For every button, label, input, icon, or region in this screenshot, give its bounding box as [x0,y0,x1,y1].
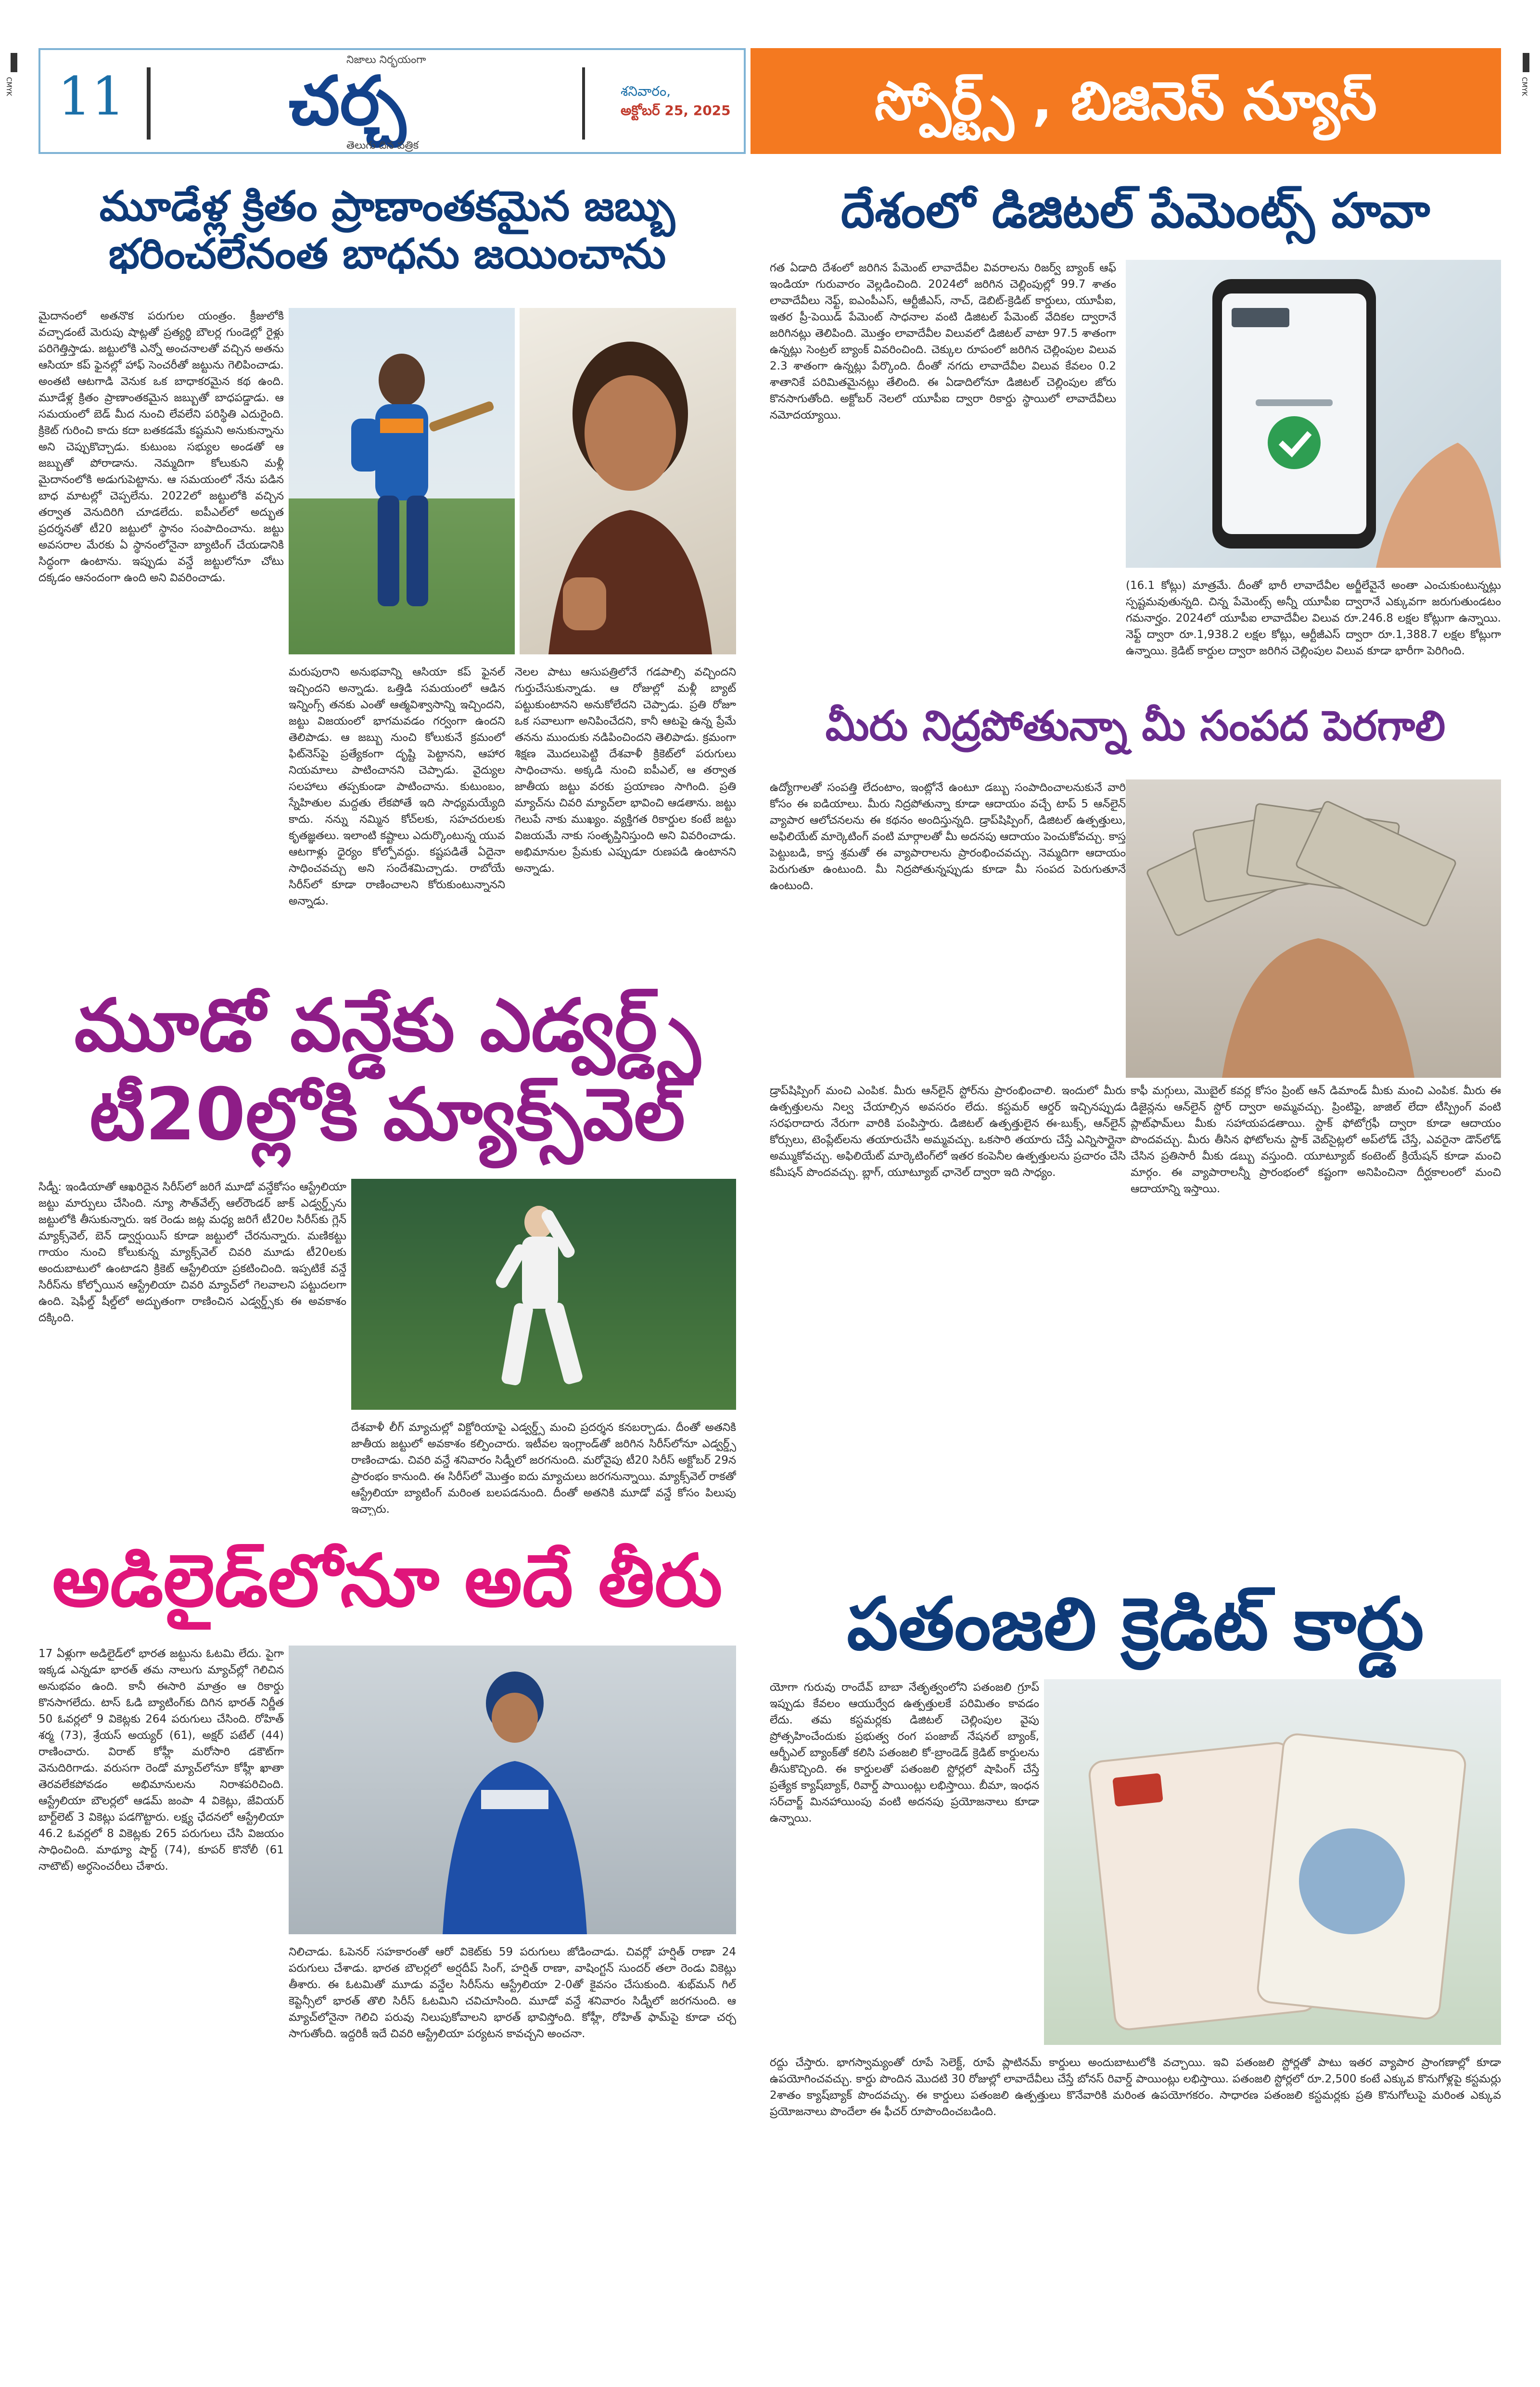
registration-mark-left [11,53,17,72]
masthead-date [621,82,731,120]
health-story-col1: మైదానంలో అతనొక పరుగుల యంత్రం. క్రీజులోకి వచ్చాడంటే మెరుపు షాట్లతో ప్రత్యర్థి బౌలర్ల గుండెల్లో రైళ్లు పరిగెత్తిస్తాడు. జట్టులోకి ఎన్నో అంచనాలతో వచ్చిన అతను ఆసియా కప్ ఫైనల్లో హాఫ్ సెంచరీతో జట్టును గెలిపించాడు. అంతటి ఆటగాడి వెనుక ఒక బాధాకరమైన కథ ఉంది. మూడేళ్ల క్రితం ప్రాణాంతకమైన జబ్బుతో బాధపడ్డాడు. ఆ సమయంలో బెడ్ మీద నుంచి లేవలేని పరిస్థితి ఎదురైంది. క్రికెట్ గురించి కాదు కదా బతకడమే కష్టమని అనుకున్నాను అని చెప్పుకొచ్చాడు. కుటుంబ సభ్యుల అండతో ఆ జబ్బుతో పోరాడాను. నెమ్మదిగా కోలుకుని మళ్లీ మైదానంలోకి అడుగుపెట్టాను. ఆ సమయంలో నేను పడిన బాధ మాటల్లో చెప్పలేను. 2022లో జట్టులోకి వచ్చిన తర్వాత వెనుదిరిగి చూడలేదు. ఐపీఎల్‌లో అద్భుత ప్రదర్శనతో టీ20 జట్టులో స్థానం సంపాదించాను. జట్టు అవసరాల మేరకు ఏ స్థానంలోనైనా బ్యాటింగ్ చేయడానికి సిద్ధంగా ఉంటాను. ఇప్పుడు వన్డే జట్టులోనూ చోటు దక్కడం ఆనందంగా ఉంది అని వివరించాడు. [38,310,284,584]
headline-patanjali: పతంజలి క్రెడిట్ కార్డు [847,1583,1424,1666]
brand-logo: చర్చ [289,62,406,140]
masthead-divider-2 [582,67,585,140]
brand-tagline: నిజాలు నిర్భయంగా [346,54,426,66]
registration-mark-right [1523,53,1529,72]
date-label: అక్టోబర్ 25, 2025 [621,102,731,118]
adelaide-col2: నిలిచాడు. ఓపెనర్ సహకారంతో ఆరో వికెట్‌కు 59 పరుగులు జోడించాడు. చివర్లో హర్షిత్ రాణా 24 పరుగులు చేశాడు. భారత బౌలర్లలో అర్షదీప్ సింగ్, హర్షిత్ రాణా, వాషింగ్టన్ సుందర్ తలా రెండు వికెట్లు తీశారు. ఈ ఓటమితో మూడు వన్డేల సిరీస్‌ను ఆస్ట్రేలియా 2-0తో కైవసం చేసుకుంది. శుభ్‌మన్ గిల్ కెప్టెన్సీలో భారత్ తొలి సిరీస్ ఓటమిని చవిచూసింది. మూడో వన్డే శనివారం సిడ్నీలో జరగనుంది. ఆ మ్యాచ్‌లోనైనా గెలిచి పరువు నిలుపుకోవాలని భారత్ భావిస్తోంది. కోహ్లీ, రోహిత్ ఫామ్‌పై కూడా చర్చ సాగుతోంది. ఇద్దరికీ ఇదే చివరి ఆస్ట్రేలియా పర్యటన కావచ్చని అంచనా. [289,1946,736,2040]
upi-payment-photo [1126,260,1501,568]
health-story-col2: మరుపురాని అనుభవాన్ని ఆసియా కప్ ఫైనల్ ఇచ్చిందని అన్నాడు. ఒత్తిడి సమయంలో ఆడిన ఇన్నింగ్స్ తనకు ఎంతో ఆత్మవిశ్వాసాన్ని ఇచ్చిందని, జట్టు విజయంలో భాగమవడం గర్వంగా ఉందని తెలిపాడు. ఆ జబ్బు నుంచి కోలుకునే క్రమంలో ఫిట్‌నెస్‌పై ప్రత్యేకంగా దృష్టి పెట్టానని, ఆహార నియమాలు పాటించానని చెప్పాడు. వైద్యుల సలహాలు తప్పకుండా పాటించాను. కుటుంబం, స్నేహితుల మద్దతు లేకపోతే ఇది సాధ్యమయ్యేది కాదు. నన్ను నమ్మిన కోచ్‌లకు, సహచరులకు కృతజ్ఞతలు. ఇలాంటి కష్టాలు ఎదుర్కొంటున్న యువ ఆటగాళ్లు ధైర్యం కోల్పోవద్దు. కష్టపడితే ఏదైనా సాధించవచ్చు అని సందేశమిచ్చాడు. రాబోయే సిరీస్‌లో కూడా రాణించాలని కోరుకుంటున్నానని అన్నాడు. [289,666,505,907]
credit-cards-photo [1044,1679,1501,2045]
wealth-col2: డ్రాప్‌షిప్పింగ్ మంచి ఎంపిక. మీరు ఆన్‌లైన్ స్టోర్‌ను ప్రారంభించాలి. ఇందులో మీరు ఉత్పత్తులను నిల్వ చేయాల్సిన అవసరం లేదు. కస్టమర్ ఆర్డర్ ఇచ్చినప్పుడు సరఫరాదారు నేరుగా వారికి పంపిస్తారు. డిజిటల్ ఉత్పత్తులైన ఈ-బుక్స్, ఆన్‌లైన్ కోర్సులు, టెంప్లేట్‌లను తయారుచేసి అమ్మవచ్చు. ఒకసారి తయారు చేస్తే ఎన్నిసార్లైనా అమ్ముకోవచ్చు. అఫిలియేట్ మార్కెటింగ్‌లో ఇతర కంపెనీల ఉత్పత్తులను ప్రచారం చేసి కమీషన్ పొందవచ్చు. బ్లాగ్, యూట్యూబ్ ఛానెల్ ద్వారా ఇది సాధ్యం. [770,1085,1126,1179]
headline-odi-t20: మూడో వన్డేకు ఎడ్వర్డ్స్ టీ20ల్లోకి మ్యాక్స్‌వెల్ [74,984,700,1157]
section-title: స్పోర్ట్స్ , బిజినెస్ న్యూస్ [874,70,1377,132]
wealth-col1: ఉద్యోగాలతో సంపత్తి లేదంటాం, ఇంట్లోనే ఉంటూ డబ్బు సంపాదించాలనుకునే వారి కోసం ఈ ఐడియాలు. మీరు నిద్రపోతున్నా కూడా ఆదాయం వచ్చే టాప్ 5 ఆన్‌లైన్ వ్యాపార ఆలోచనలను ఈ కథనం అందిస్తున్నది. డ్రాప్‌షిప్పింగ్, డిజిటల్ ఉత్పత్తులు, అఫిలియేట్ మార్కెటింగ్ వంటి మార్గాలతో మీ అదనపు ఆదాయం పెంచుకోవచ్చు. కాస్త పెట్టుబడి, కాస్త శ్రమతో ఈ వ్యాపారాలను ప్రారంభించవచ్చు. నెమ్మదిగా ఆదాయం పెరుగుతూ ఉంటుంది. మీ నిద్రపోతున్నప్పుడు కూడా మీ సంపద పెరుగుతూనే ఉంటుంది. [770,781,1126,892]
health-story-col3: నెలల పాటు ఆసుపత్రిలోనే గడపాల్సి వచ్చిందని గుర్తుచేసుకున్నాడు. ఆ రోజుల్లో మళ్లీ బ్యాట్ పట్టుకుంటానని అనుకోలేదని చెప్పాడు. ప్రతి రోజూ ఒక సవాలుగా అనిపించేదని, కానీ ఆటపై ఉన్న ప్రేమే తనను ముందుకు నడిపించిందని తెలిపాడు. క్రమంగా శిక్షణ మొదలుపెట్టి దేశవాళీ క్రికెట్‌లో పరుగులు సాధించాను. అక్కడి నుంచి ఐపీఎల్, ఆ తర్వాత జాతీయ జట్టు వరకు ప్రయాణం సాగింది. ప్రతి మ్యాచ్‌ను చివరి మ్యాచ్‌లా భావించి ఆడతాను. జట్టు గెలుపే నాకు ముఖ్యం. వ్యక్తిగత రికార్డుల కంటే జట్టు విజయమే నాకు సంతృప్తినిస్తుంది అని వివరించాడు. అభిమానుల ప్రేమకు ఎప్పుడూ రుణపడి ఉంటానని అన్నాడు. [515,666,736,875]
registration-label-right: CMYK [1520,77,1528,96]
wealth-col3: కాఫీ మగ్గులు, మొబైల్ కవర్ల కోసం ప్రింట్ ఆన్ డిమాండ్ మీకు మంచి ఎంపిక. మీరు ఈ డిజైన్లను ఆన్‌లైన్ స్టోర్ ద్వారా అమ్మవచ్చు. ప్రింటిఫై, జాజిల్ లేదా టీస్ప్రింగ్ వంటి ప్లాట్‌ఫామ్‌లు మీకు సహాయపడతాయి. స్టాక్ ఫోటోగ్రఫీ ద్వారా కూడా ఆదాయం పొందవచ్చు. మీరు తీసిన ఫోటోలను స్టాక్ వెబ్‌సైట్లలో అప్‌లోడ్ చేస్తే, ఎవరైనా డౌన్‌లోడ్ చేసిన ప్రతిసారీ మీకు డబ్బు వస్తుంది. యూట్యూబ్ కంటెంట్ క్రియేషన్ కూడా మంచి మార్గం. ఈ వ్యాపారాలన్నీ ప్రారంభంలో కష్టంగా అనిపించినా దీర్ఘకాలంలో మంచి ఆదాయాన్ని ఇస్తాయి. [1131,1085,1501,1195]
payments-col2: (16.1 కోట్లు) మాత్రమే. దీంతో భారీ లావాదేవీల అర్జీలేవైనే అంతా ఎంచుకుంటున్నట్లు స్పష్టమవుతున్నది. చిన్న పేమెంట్స్ అన్నీ యూపీఐ ద్వారానే ఎక్కువగా జరుగుతుండటం గమనార్హం. 2024లో యూపీఐ లావాదేవీల విలువ రూ.246.8 లక్షల కోట్లుగా ఉన్నాయి. నెఫ్ట్ ద్వారా రూ.1,938.2 లక్షల కోట్లు, ఆర్టీజీఎస్ ద్వారా రూ.1,388.7 లక్షల కోట్లుగా ఉన్నాయి. క్రెడిట్ కార్డుల ద్వారా జరిగిన చెల్లింపుల విలువ కూడా భారీగా పెరిగింది. [1126,579,1501,657]
headline-health-story: మూడేళ్ల క్రితం ప్రాణాంతకమైన జబ్బు భరించలేనంత బాధను జయించాను [99,182,675,278]
cricketer-portrait-photo [520,308,736,654]
day-label: శనివారం, [621,83,671,99]
currency-notes-photo [1126,779,1501,1078]
payments-col1: గత ఏడాది దేశంలో జరిగిన పేమెంట్ లావాదేవీల వివరాలను రిజర్వ్ బ్యాంక్ ఆఫ్ ఇండియా గురువారం వెల్లడించింది. 2024లో జరిగిన చెల్లింపుల్లో 99.7 శాతం లావాదేవీలు నెఫ్ట్, ఐఎంపీఎస్, ఆర్టీజీఎస్, నాచ్, డెబిట్-క్రెడిట్ కార్డులు, యూపీఐ, ఇతర ప్రీ-పెయిడ్ పేమెంట్ సాధనాల వంటి డిజిటల్ పేమెంట్ వేదికల ద్వారానే జరిగినట్లు తెలిపింది. మొత్తం లావాదేవీల విలువలో డిజిటల్ వాటా 97.5 శాతంగా ఉన్నట్లు సెంట్రల్ బ్యాంక్ వివరించింది. చెక్కుల రూపంలో జరిగిన చెల్లింపుల విలువ 2.3 శాతంగా ఉన్నట్లు పేర్కొంది. దీంతో నగదు లావాదేవీల విలువ కేవలం 0.2 శాతానికే పరిమితమైనట్లు తేలింది. ఈ ఏడాదిలోనూ డిజిటల్ చెల్లింపుల జోరు కొనసాగుతోంది. అక్టోబర్ నెలలో యూపీఐ ద్వారా రికార్డు స్థాయిలో లావాదేవీలు నమోదయ్యాయి. [770,262,1116,421]
headline-adelaide: అడిలైడ్‌లోనూ అదే తీరు [52,1539,723,1623]
cricketer-celebration-photo [289,308,515,654]
headline-digital-payments: దేశంలో డిజిటల్ పేమెంట్స్ హవా [840,182,1430,239]
masthead-divider [147,67,151,140]
adelaide-col1: 17 ఏళ్లుగా అడిలైడ్‌లో భారత జట్టును ఓటమి లేదు. పైగా ఇక్కడ ఎన్నడూ భారత్ తమ నాలుగు మ్యాచ్‌ల్లో గెలిచిన అనుభవం ఉంది. కానీ ఈసారి మాత్రం ఆ రికార్డు కొనసాగలేదు. టాస్ ఓడి బ్యాటింగ్‌కు దిగిన భారత్ నిర్ణీత 50 ఓవర్లలో 9 వికెట్లకు 264 పరుగులు చేసింది. రోహిత్ శర్మ (73), శ్రేయస్ అయ్యర్ (61), అక్షర్ పటేల్ (44) రాణించారు. విరాట్ కోహ్లీ మరోసారి డకౌట్‌గా వెనుదిరిగాడు. వరుసగా రెండో మ్యాచ్‌లోనూ కోహ్లీ ఖాతా తెరవలేకపోవడం అభిమానులను నిరాశపరిచింది. ఆస్ట్రేలియా బౌలర్లలో ఆడమ్ జంపా 4 వికెట్లు, జేవియర్ బార్ట్‌లెట్ 3 వికెట్లు పడగొట్టారు. లక్ష్య ఛేదనలో ఆస్ట్రేలియా 46.2 ఓవర్లలో 8 వికెట్లకు 265 పరుగులు చేసి విజయం సాధించింది. మాథ్యూ షార్ట్ (74), కూపర్ కొనోలీ (61 నాటౌట్) అర్ధసెంచరీలు చేశారు. [38,1647,284,1873]
brand-subtitle: తెలుగు దిన పత్రిక [346,140,419,152]
page-number: 11 [58,65,125,127]
bowler-celebration-photo [351,1179,736,1410]
registration-label-left: CMYK [5,77,13,96]
patanjali-col2: రద్దు చేస్తారు. భాగస్వామ్యంతో రూపే సెలెక్ట్, రూపే ప్లాటినమ్ కార్డులు అందుబాటులోకి వచ్చాయి. ఇవి పతంజలి స్టోర్లతో పాటు ఇతర వ్యాపార ప్రాంగణాల్లో కూడా ఉపయోగించవచ్చు. కార్డు పొందిన మొదటి 30 రోజుల్లో లావాదేవీలు చేస్తే బోనస్ రివార్డ్ పాయింట్లు లభిస్తాయి. పతంజలి స్టోర్లలో రూ.2,500 కంటే ఎక్కువ కొనుగోళ్లపై కస్టమర్లు 2శాతం క్యాష్‌బ్యాక్ పొందవచ్చు. ఈ కార్డులు పతంజలి ఉత్పత్తులు కొనేవారికి మరింత ఉపయోగకరం. సాధారణ పతంజలి కస్టమర్లకు ప్రతి కొనుగోలుపై మరింత ఎక్కువ ప్రయోజనాలు పొందేలా ఈ ఫీచర్ రూపొందించబడింది. [770,2056,1501,2118]
batsman-walking-photo [289,1646,736,1934]
patanjali-col1: యోగా గురువు రాందేవ్ బాబా నేతృత్వంలోని పతంజలి గ్రూప్ ఇప్పుడు కేవలం ఆయుర్వేద ఉత్పత్తులకే పరిమితం కావడం లేదు. తమ కస్టమర్లకు డిజిటల్ చెల్లింపుల వైపు ప్రోత్సహించేందుకు ప్రభుత్వ రంగ పంజాబ్ నేషనల్ బ్యాంక్, ఆర్బీఎల్ బ్యాంక్‌తో కలిసి పతంజలి కో-బ్రాండెడ్ క్రెడిట్ కార్డులను తీసుకొచ్చింది. ఈ కార్డులతో పతంజలి స్టోర్లలో షాపింగ్ చేస్తే ప్రత్యేక క్యాష్‌బ్యాక్, రివార్డ్ పాయింట్లు లభిస్తాయి. బీమా, ఇంధన సర్‌చార్జ్ మినహాయింపు వంటి అదనపు ప్రయోజనాలు కూడా ఉన్నాయి. [770,1681,1039,1825]
headline-wealth: మీరు నిద్రపోతున్నా మీ సంపద పెరగాలి [825,702,1446,750]
odi-t20-col1: సిడ్నీ: ఇండియాతో ఆఖరిదైన సిరీస్‌లో జరిగే మూడో వన్డేకోసం ఆస్ట్రేలియా జట్టు మార్పులు చేసింది. న్యూ సౌత్‌వేల్స్ ఆల్‌రౌండర్ జాక్ ఎడ్వర్డ్స్‌ను జట్టులోకి తీసుకున్నారు. ఇక రెండు జట్ల మధ్య జరిగే టీ20ల సిరీస్‌కు గ్లెన్ మ్యాక్స్‌వెల్, బెన్ డ్వార్షుయిస్ కూడా జట్టులో చేరనున్నారు. మణికట్టు గాయం నుంచి కోలుకున్న మ్యాక్స్‌వెల్ చివరి మూడు టీ20లకు అందుబాటులో ఉంటాడని క్రికెట్ ఆస్ట్రేలియా ప్రకటించింది. ఇప్పటికే వన్డే సిరీస్‌ను కోల్పోయిన ఆస్ట్రేలియా చివరి మ్యాచ్‌లో గెలవాలని పట్టుదలగా ఉంది. షెఫీల్డ్ షీల్డ్‌లో అద్భుతంగా రాణించిన ఎడ్వర్డ్స్‌కు ఈ అవకాశం దక్కింది. [38,1181,346,1324]
odi-t20-col2: దేశవాళీ లీగ్ మ్యాచుల్లో విక్టోరియాపై ఎడ్వర్డ్స్ మంచి ప్రదర్శన కనబర్చాడు. దీంతో అతనికి జాతీయ జట్టులో అవకాశం కల్పించారు. ఇటీవల ఇంగ్లాండ్‌తో జరిగిన సిరీస్‌లోనూ ఎడ్వర్డ్స్ రాణించాడు. చివరి వన్డే శనివారం సిడ్నీలో జరగనుంది. మరోవైపు టీ20 సిరీస్ అక్టోబర్ 29న ప్రారంభం కానుంది. ఈ సిరీస్‌లో మొత్తం ఐదు మ్యాచులు జరగనున్నాయి. మ్యాక్స్‌వెల్ రాకతో ఆస్ట్రేలియా బ్యాటింగ్ మరింత బలపడనుంది. దీంతో అతనికి మూడో వన్డే కోసం పిలుపు ఇచ్చారు. [351,1421,736,1516]
